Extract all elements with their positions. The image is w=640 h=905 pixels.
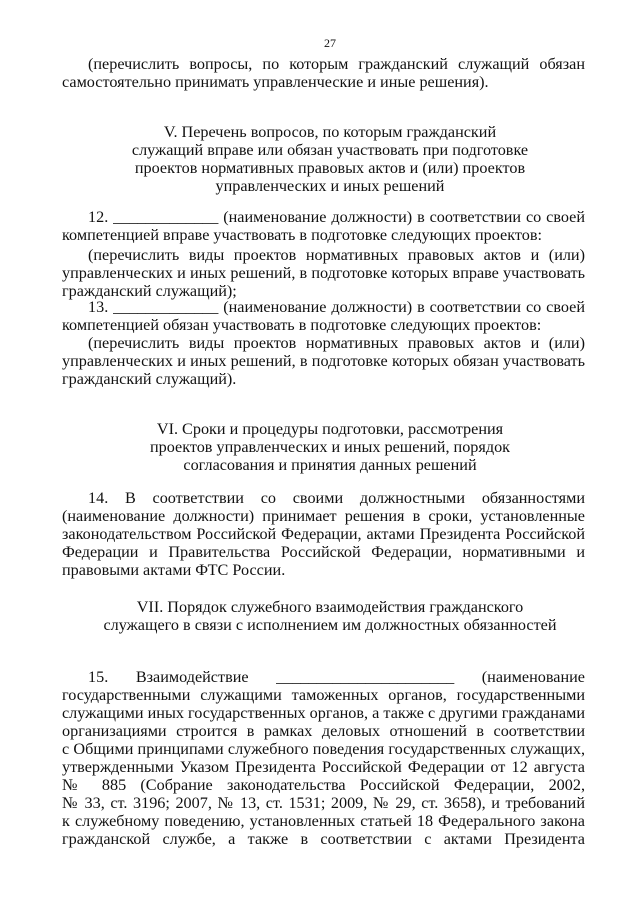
text-line: (перечислить вопросы, по которым гражданский служащий обязан [88, 55, 585, 73]
section-heading: V. Перечень вопросов, по которым гражданский [163, 123, 497, 141]
text-line: государственными служащими таможенных органов, государственными [62, 686, 585, 704]
text-line: гражданский служащий); [62, 282, 237, 300]
text-line: Федерации и Правительства Российской Федерации, нормативными и [62, 543, 585, 561]
text-line: № 885 (Собрание законодательства Российской Федерации, 2002, [62, 776, 585, 794]
text-line: служащими иных государственных органов, а также с другими гражданами [62, 704, 585, 722]
section-heading: согласования и принятия данных решений [183, 456, 477, 474]
section-heading: проектов управленческих и иных решений, порядок [149, 438, 511, 456]
page-number: 27 [324, 36, 336, 50]
text-line: 15. Взаимодействие ______________________ (наименование [88, 668, 585, 686]
section-heading: VII. Порядок служебного взаимодействия гражданского [136, 598, 524, 616]
section-heading: служащего в связи с исполнением им должностных обязанностей [103, 616, 557, 634]
text-line: правовыми актами ФТС России. [62, 561, 286, 579]
section-heading: управленческих и иных решений [215, 177, 445, 195]
text-line: к служебному поведению, установленных статьей 18 Федерального закона [62, 812, 585, 830]
text-line: гражданской службе, а также в соответствии с актами Президента [62, 830, 585, 848]
text-line: (перечислить виды проектов нормативных правовых актов и (или) [88, 334, 585, 352]
text-line: 12. _____________ (наименование должности) в соответствии со своей [88, 208, 585, 226]
text-line: гражданский служащий). [62, 370, 237, 388]
section-heading: проектов нормативных правовых актов и (или) проектов [134, 159, 526, 177]
text-line: компетенцией вправе участвовать в подготовке следующих проектов: [62, 226, 542, 244]
text-line: утвержденными Указом Президента Российской Федерации от 12 августа [62, 758, 585, 776]
text-line: самостоятельно принимать управленческие и иные решения). [62, 73, 489, 91]
text-line: компетенцией обязан участвовать в подготовке следующих проектов: [62, 316, 542, 334]
text-line: № 33, ст. 3196; 2007, № 13, ст. 1531; 2009, № 29, ст. 3658), и требований [62, 794, 585, 812]
text-line: (перечислить виды проектов нормативных правовых актов и (или) [88, 246, 585, 264]
text-line: 14. В соответствии со своими должностными обязанностями [88, 489, 585, 507]
text-line: законодательством Российской Федерации, актами Президента Российской [62, 525, 585, 543]
text-line: с Общими принципами служебного поведения государственных служащих, [62, 740, 585, 758]
text-line: 13. _____________ (наименование должности) в соответствии со своей [88, 298, 585, 316]
text-line: управленческих и иных решений, в подготовке которых обязан участвовать [62, 352, 585, 370]
text-line: (наименование должности) принимает решения в сроки, установленные [62, 507, 585, 525]
section-heading: служащий вправе или обязан участвовать при подготовке [131, 141, 529, 159]
section-heading: VI. Сроки и процедуры подготовки, рассмотрения [156, 420, 504, 438]
text-line: управленческих и иных решений, в подготовке которых вправе участвовать [62, 264, 585, 282]
text-line: организациями строится в рамках деловых отношений в соответствии [62, 722, 585, 740]
